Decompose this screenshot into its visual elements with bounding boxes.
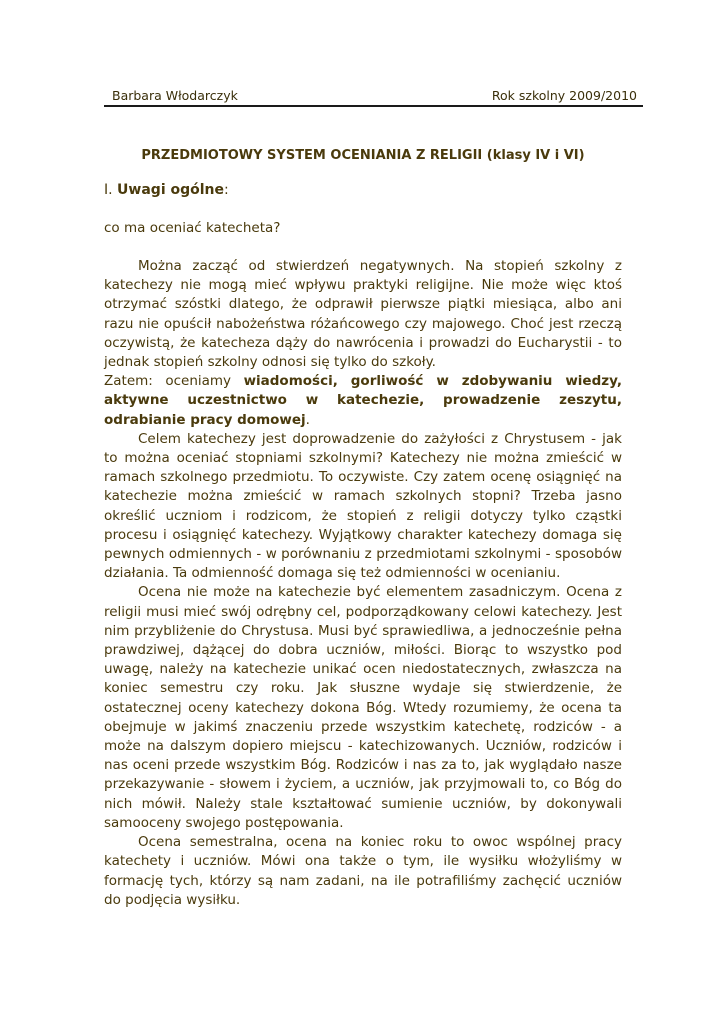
document-title: PRZEDMIOTOWY SYSTEM OCENIANIA Z RELIGII (klasy IV i VI): [141, 148, 585, 163]
document-body: [104, 257, 622, 910]
section-number: I.: [104, 182, 113, 198]
header-author: Barbara Włodarczyk: [112, 88, 238, 103]
header-school-year: Rok szkolny 2009/2010: [491, 88, 637, 103]
page-header: [104, 88, 643, 105]
section-heading: [104, 182, 229, 198]
paragraph-2: [104, 372, 622, 430]
paragraph-2-lead: Zatem: oceniamy: [104, 373, 244, 390]
paragraph-2-end: .: [305, 411, 310, 428]
paragraph-4: Ocena nie może na katechezie być elementem zasadniczym. Ocena z religii musi mieć swój odrębny cel, podporządkowany celowi katechezy. Jest nim przybliżenie do Chrystusa. Musi być sprawiedliwa, a jednocześnie pełna prawdziwej, dążącej do dobra uczniów, miłości. Biorąc to wszystko pod uwagę, należy na katechezie unikać ocen niedostatecznych, zwłaszcza na koniec semestru czy roku. Jak słuszne wydaje się stwierdzenie, że ostatecznej oceny katechezy dokona Bóg. Wtedy rozumiemy, że ocena ta obejmuje w jakimś znaczeniu przede wszystkim katechetę, rodziców - a może na dalszym dopiero miejscu - katechizowanych. Uczniów, rodziców i nas oceni przede wszystkim Bóg. Rodziców i nas za to, jak wyglądało nasze przekazywanie - słowem i życiem, a uczniów, jak przyjmowali to, co Bóg do nich mówił. Należy stale kształtować sumienie uczniów, by dokonywali samooceny swojego postępowania.: [104, 584, 622, 831]
paragraph-3: Celem katechezy jest doprowadzenie do zażyłości z Chrystusem - jak to można oceniać stopniami szkolnymi? Katechezy nie można zmieścić w ramach szkolnego przedmiotu. To oczywiste. Czy zatem ocenę osiągnięć na katechezie można zmieścić w ramach szkolnych stopni? Trzeba jasno określić uczniom i rodzicom, że stopień z religii dotyczy tylko cząstki procesu i osiągnięć katechezy. Wyjątkowy charakter katechezy domaga się pewnych odmiennych - w porównaniu z przedmiotami szkolnymi - sposobów działania. Ta odmienność domaga się też odmienności w ocenianiu.: [104, 430, 622, 582]
paragraph-2-emphasis: wiadomości, gorliwość w zdobywaniu wiedzy, aktywne uczestnictwo w katechezie, prowadzenie zeszytu, odrabianie pracy domowej: [104, 373, 622, 428]
header-divider: [104, 105, 643, 107]
question-line: co ma oceniać katecheta?: [104, 220, 281, 236]
paragraph-5: Ocena semestralna, ocena na koniec roku to owoc wspólnej pracy katechety i uczniów. Mówi ona także o tym, ile wysiłku włożyliśmy w formację tych, którzy są nam zadani, na ile potrafiliśmy zachęcić uczniów do podjęcia wysiłku.: [104, 834, 622, 908]
section-colon: :: [224, 182, 229, 198]
section-title: Uwagi ogólne: [117, 182, 225, 198]
paragraph-1: Można zacząć od stwierdzeń negatywnych. Na stopień szkolny z katechezy nie mogą mieć wpływu praktyki religijne. Nie może więc ktoś otrzymać szóstki dlatego, że odprawił pierwsze piątki miesiąca, albo ani razu nie opuścił nabożeństwa różańcowego czy majowego. Choć jest rzeczą oczywistą, że katecheza dąży do nawrócenia i prowadzi do Eucharystii - to jednak stopień szkolny odnosi się tylko do szkoły.: [104, 258, 622, 371]
